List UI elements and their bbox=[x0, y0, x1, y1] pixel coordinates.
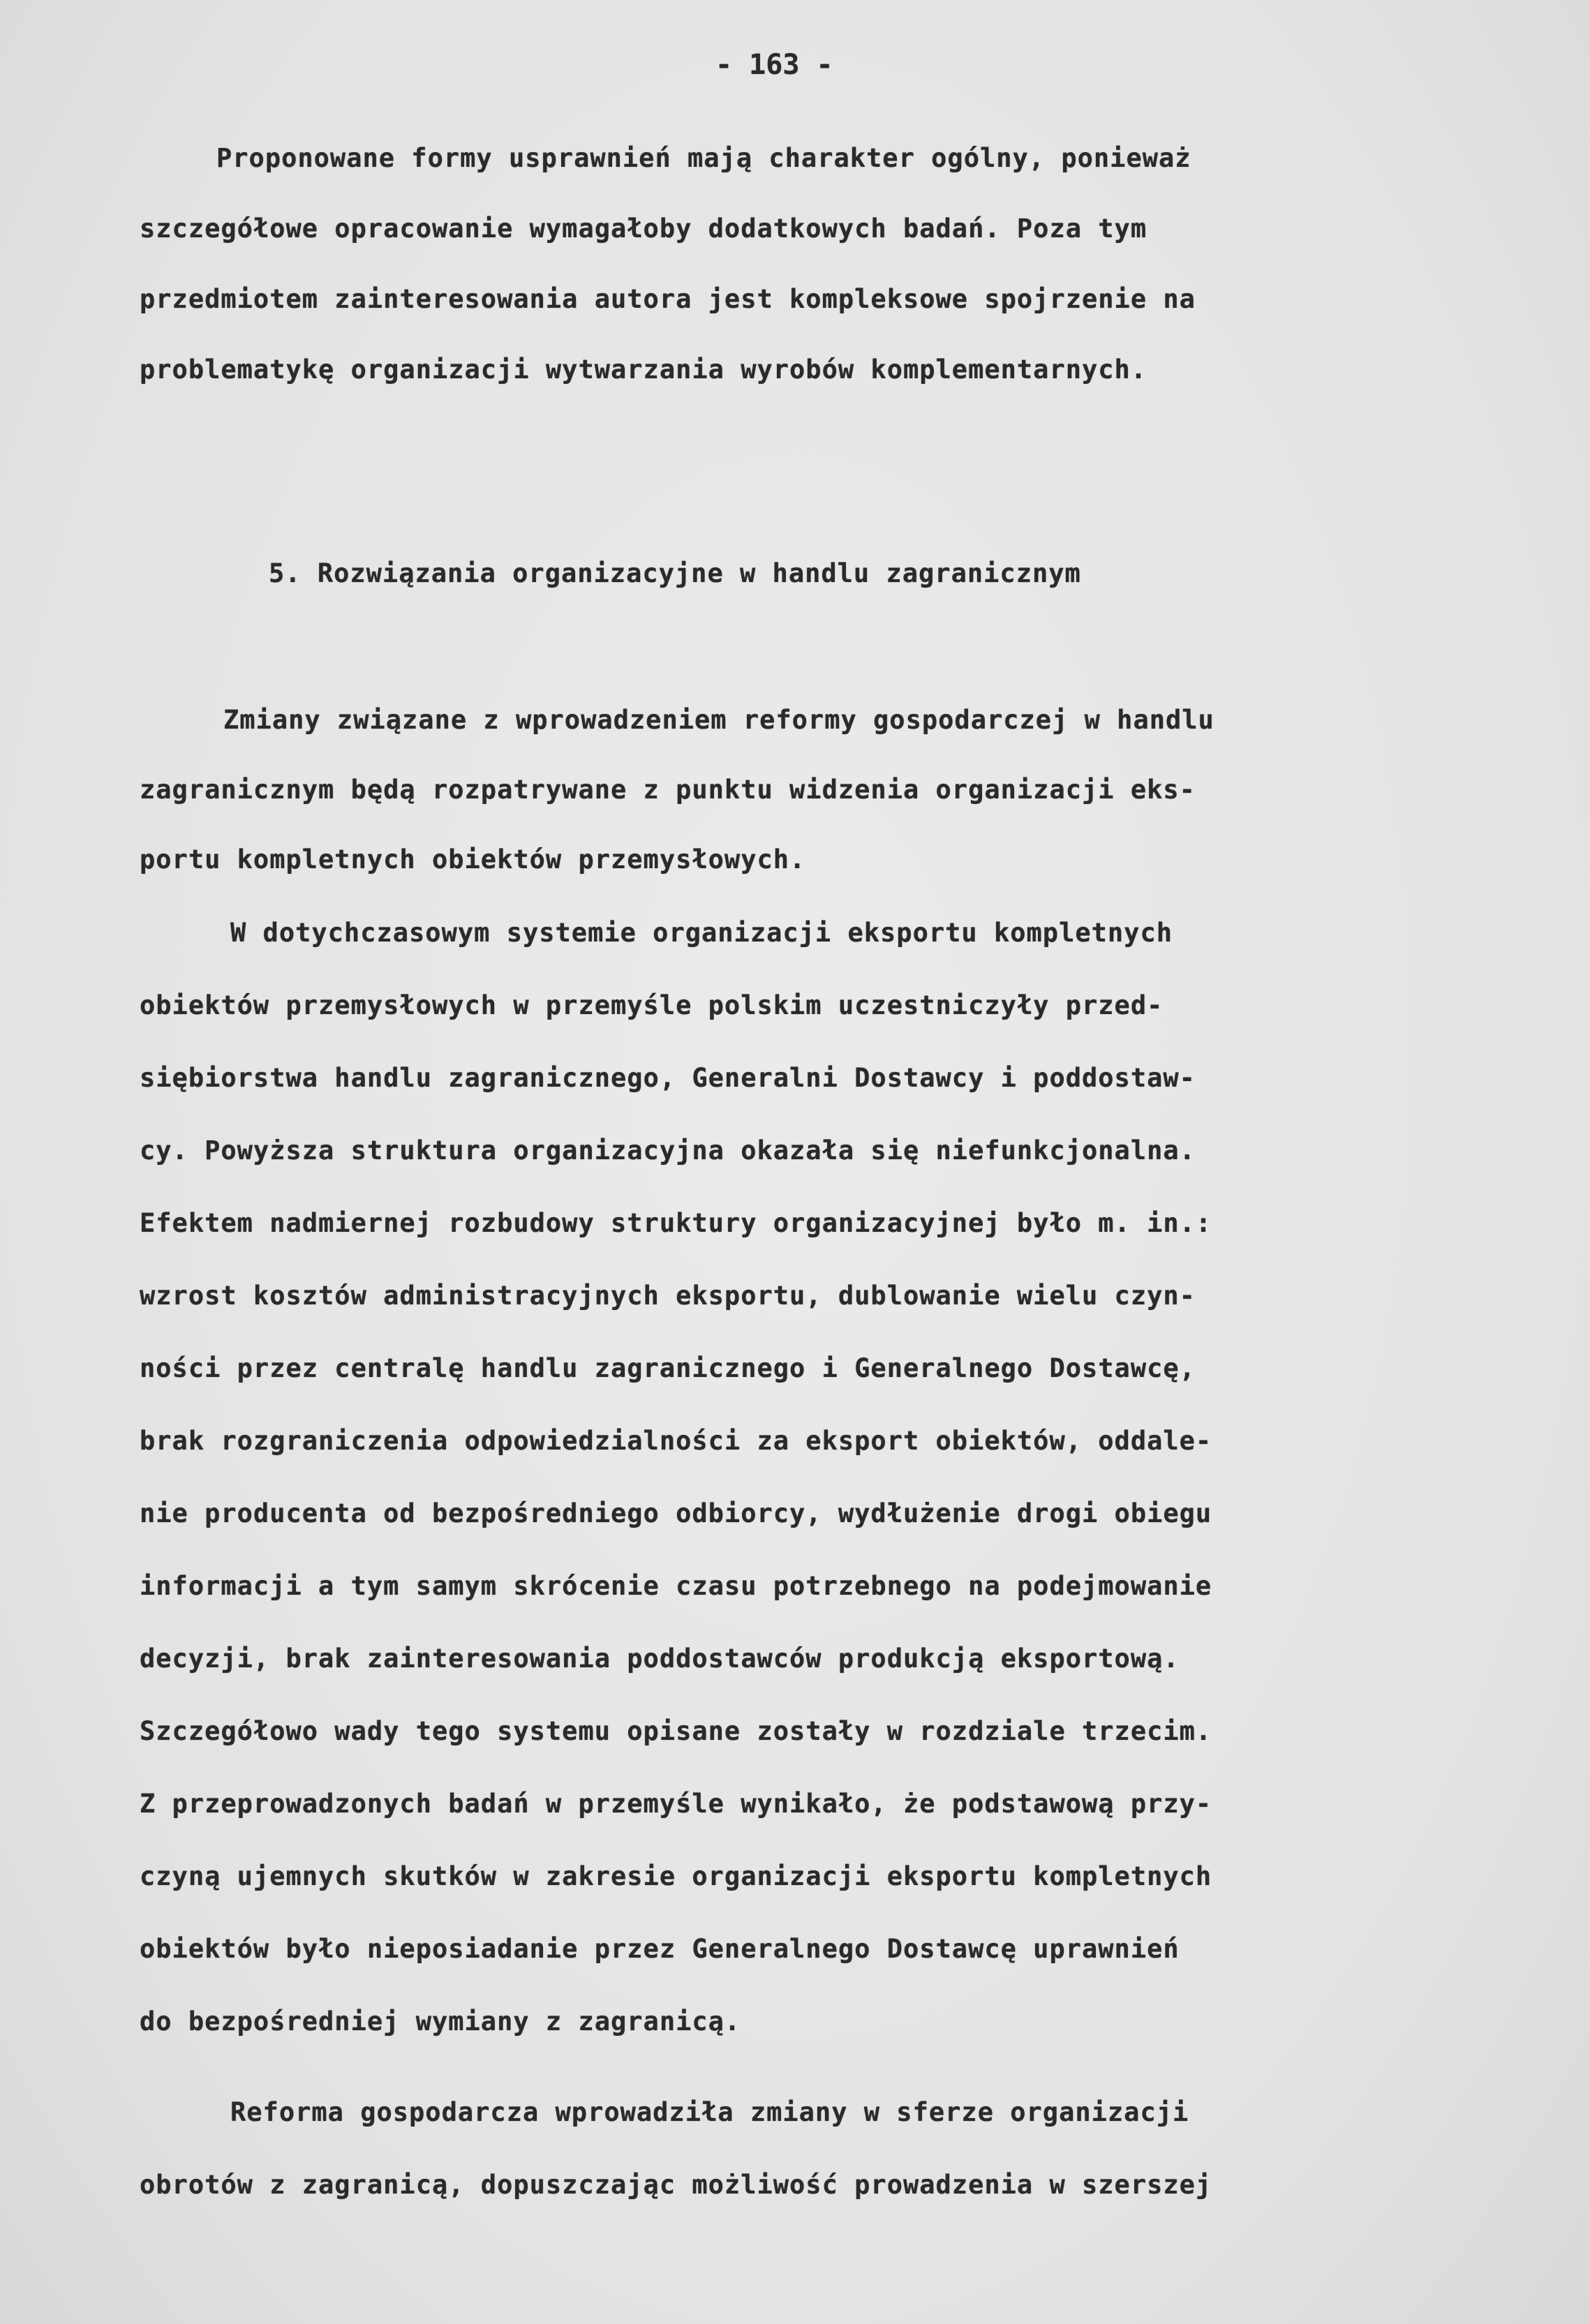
text-line: do bezpośredniej wymiany z zagranicą. bbox=[140, 2006, 741, 2036]
text-line: Szczegółowo wady tego systemu opisane zostały w rozdziale trzecim. bbox=[140, 1716, 1212, 1746]
text-line: obrotów z zagranicą, dopuszczając możliwość prowadzenia w szerszej bbox=[140, 2170, 1212, 2200]
text-line: obiektów przemysłowych w przemyśle polskim uczestniczyły przed- bbox=[140, 990, 1164, 1020]
text-line: Z przeprowadzonych badań w przemyśle wynikało, że podstawową przy- bbox=[140, 1789, 1212, 1819]
text-line: szczegółowe opracowanie wymagałoby dodatkowych badań. Poza tym bbox=[140, 214, 1147, 244]
text-line: ności przez centralę handlu zagranicznego i Generalnego Dostawcę, bbox=[140, 1353, 1196, 1383]
text-line: czyną ujemnych skutków w zakresie organizacji eksportu kompletnych bbox=[140, 1861, 1212, 1891]
text-line: obiektów było nieposiadanie przez Generalnego Dostawcę uprawnień bbox=[140, 1934, 1180, 1964]
text-line: informacji a tym samym skrócenie czasu potrzebnego na podejmowanie bbox=[140, 1571, 1212, 1601]
text-line: przedmiotem zainteresowania autora jest kompleksowe spojrzenie na bbox=[140, 284, 1196, 314]
text-line: Proponowane formy usprawnień mają charakter ogólny, ponieważ bbox=[216, 143, 1191, 173]
text-line: decyzji, brak zainteresowania poddostawców produkcją eksportową. bbox=[140, 1644, 1180, 1674]
text-line: brak rozgraniczenia odpowiedzialności za eksport obiektów, oddale- bbox=[140, 1426, 1212, 1456]
text-line: problematykę organizacji wytwarzania wyrobów komplementarnych. bbox=[140, 355, 1147, 385]
text-line: Reforma gospodarcza wprowadziła zmiany w sferze organizacji bbox=[230, 2097, 1189, 2127]
text-line: Zmiany związane z wprowadzeniem reformy gospodarczej w handlu bbox=[223, 705, 1214, 735]
text-line: W dotychczasowym systemie organizacji eksportu kompletnych bbox=[230, 918, 1173, 948]
text-line: cy. Powyższa struktura organizacyjna okazała się niefunkcjonalna. bbox=[140, 1135, 1196, 1165]
text-line: nie producenta od bezpośredniego odbiorcy, wydłużenie drogi obiegu bbox=[140, 1498, 1212, 1528]
text-line: zagranicznym będą rozpatrywane z punktu widzenia organizacji eks- bbox=[140, 775, 1196, 805]
page-number: - 163 - bbox=[715, 49, 833, 81]
text-line: portu kompletnych obiektów przemysłowych. bbox=[140, 844, 806, 874]
text-line: wzrost kosztów administracyjnych eksportu, dublowanie wielu czyn- bbox=[140, 1281, 1196, 1311]
section-heading: 5. Rozwiązania organizacyjne w handlu zagranicznym bbox=[269, 558, 1081, 588]
text-line: Efektem nadmiernej rozbudowy struktury organizacyjnej było m. in.: bbox=[140, 1208, 1212, 1238]
text-line: siębiorstwa handlu zagranicznego, Generalni Dostawcy i poddostaw- bbox=[140, 1063, 1196, 1093]
